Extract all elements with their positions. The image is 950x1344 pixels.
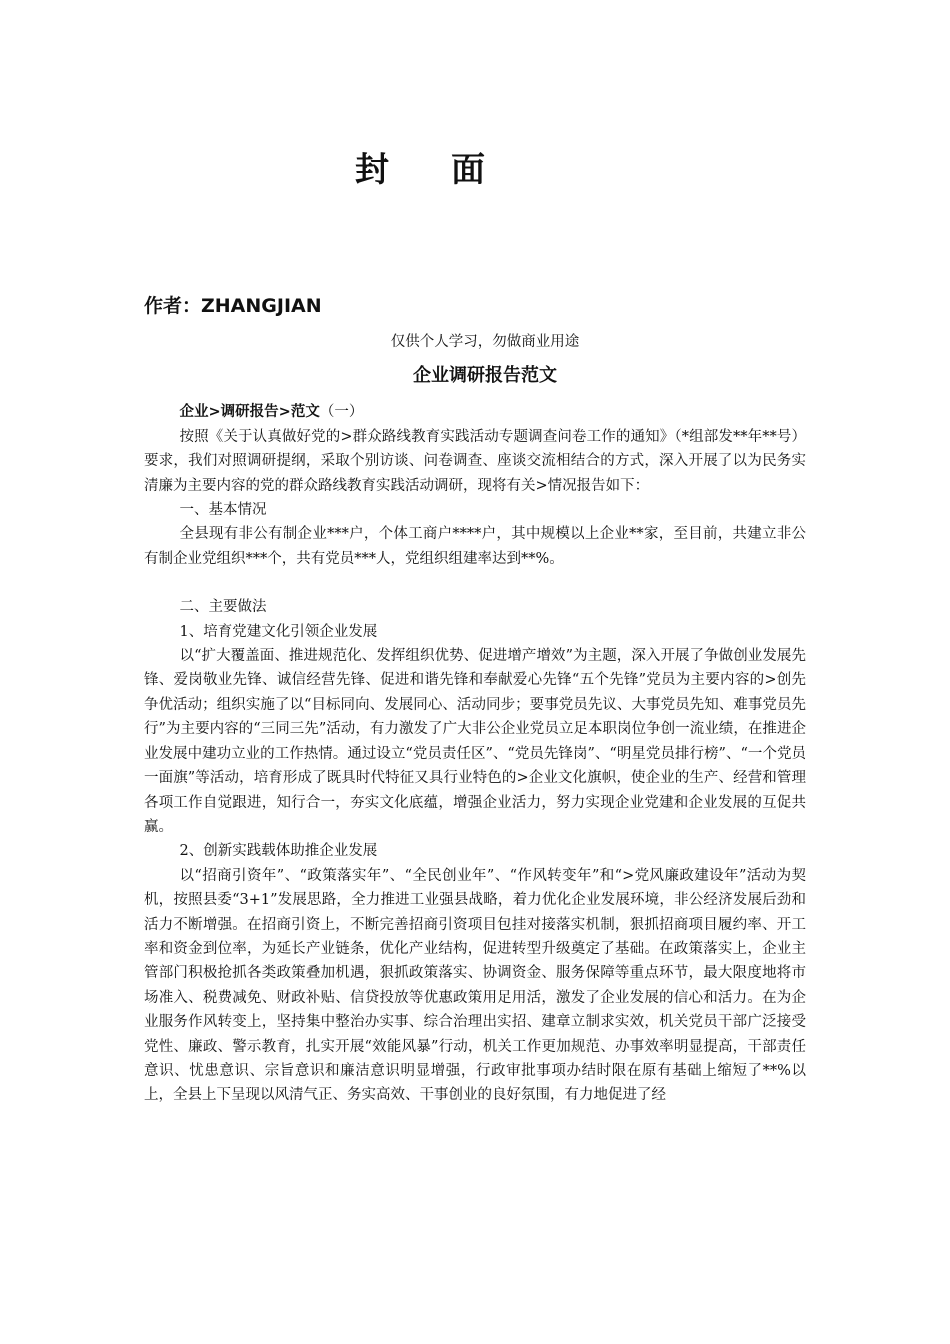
subtitle-suffix: （一） xyxy=(319,404,364,421)
practice-carriers-paragraph: 以“招商引资年”、“政策落实年”、“全民创业年”、“作风转变年”和“>党风廉政建设年”活动为契机，按照县委“3+1”发展思路，全力推进工业强县战略，着力优化企业发展环境，非公经济发展后劲和活力不断增强。在招商引资上，不断完善招商引资项目包挂对接落实机制，狠抓招商项目履约率、开工率和资金到位率，为延长产业链条，优化产业结构，促进转型升级奠定了基础。在政策落实上，企业主管部门积极抢抓各类政策叠加机遇，狠抓政策落实、协调资金、服务保障等重点环节，最大限度地将市场准入、税费减免、财政补贴、信贷投放等优惠政策用足用活，激发了企业发展的信心和活力。在为企业服务作风转变上，坚持集中整治办实事、综合治理出实招、建章立制求实效，机关党员干部广泛接受党性、廉政、警示教育，扎实开展“效能风暴”行动，机关工作更加规范、办事效率明显提高，干部责任意识、忧患意识、宗旨意识和廉洁意识明显增强，行政审批事项办结时限在原有基础上缩短了**%以上，全县上下呈现以风清气正、务实高效、干事创业的良好氛围，有力地促进了经 xyxy=(144,867,806,1104)
cover-title-char-1: 封 xyxy=(355,150,391,190)
party-culture-paragraph: 以“扩大覆盖面、推进规范化、发挥组织优势、促进增产增效”为主题，深入开展了争做创业发展先锋、爱岗敬业先锋、诚信经营先锋、促进和谐先锋和奉献爱心先锋“五个先锋”党员为主要内容的>创先争优活动；组织实施了以“目标同向、发展同心、活动同步；要事党员先议、大事党员先知、难事党员先行”为主要内容的“三同三先”活动，有力激发了广大非公企业党员立足本职岗位争创一流业绩，在推进企业发展中建功立业的工作热情。通过设立“党员责任区”、“党员先锋岗”、“明星党员排行榜”、“一个党员一面旗”等活动，培育形成了既具时代特征又具行业特色的>企业文化旗帜，使企业的生产、经营和管理各项工作自觉跟进，知行合一，夯实文化底蕴，增强企业活力，努力实现企业党建和企业发展的互促共赢。 xyxy=(144,648,806,835)
document-body xyxy=(144,330,806,1108)
intro-paragraph: 按照《关于认真做好党的>群众路线教育实践活动专题调查问卷工作的通知》（*组部发**年**号）要求，我们对照调研提纲，采取个别访谈、问卷调查、座谈交流相结合的方式，深入开展了以为民务实清廉为主要内容的党的群众路线教育实践活动调研，现将有关>情况报告如下： xyxy=(144,428,806,494)
heading-basic-situation: 一、基本情况 xyxy=(179,502,267,519)
subheading-party-culture: 1、培育党建文化引领企业发展 xyxy=(179,623,378,640)
basic-situation-paragraph: 全县现有非公有制企业***户，个体工商户****户，其中规模以上企业**家，至目前，共建立非公有制企业党组织***个，共有党员***人，党组织组建率达到**%。 xyxy=(144,526,806,567)
cover-title xyxy=(0,148,842,192)
subtitle-bold: 企业>调研报告>范文 xyxy=(179,404,320,421)
document-title: 企业调研报告范文 xyxy=(413,365,557,387)
author-line: 作者：ZHANGJIAN xyxy=(144,295,322,317)
heading-main-practices: 二、主要做法 xyxy=(179,599,267,616)
cover-title-char-2: 面 xyxy=(451,150,487,190)
section-subtitle xyxy=(144,400,806,424)
usage-notice: 仅供个人学习，勿做商业用途 xyxy=(390,334,580,350)
subheading-practice-carriers: 2、创新实践载体助推企业发展 xyxy=(179,843,378,860)
